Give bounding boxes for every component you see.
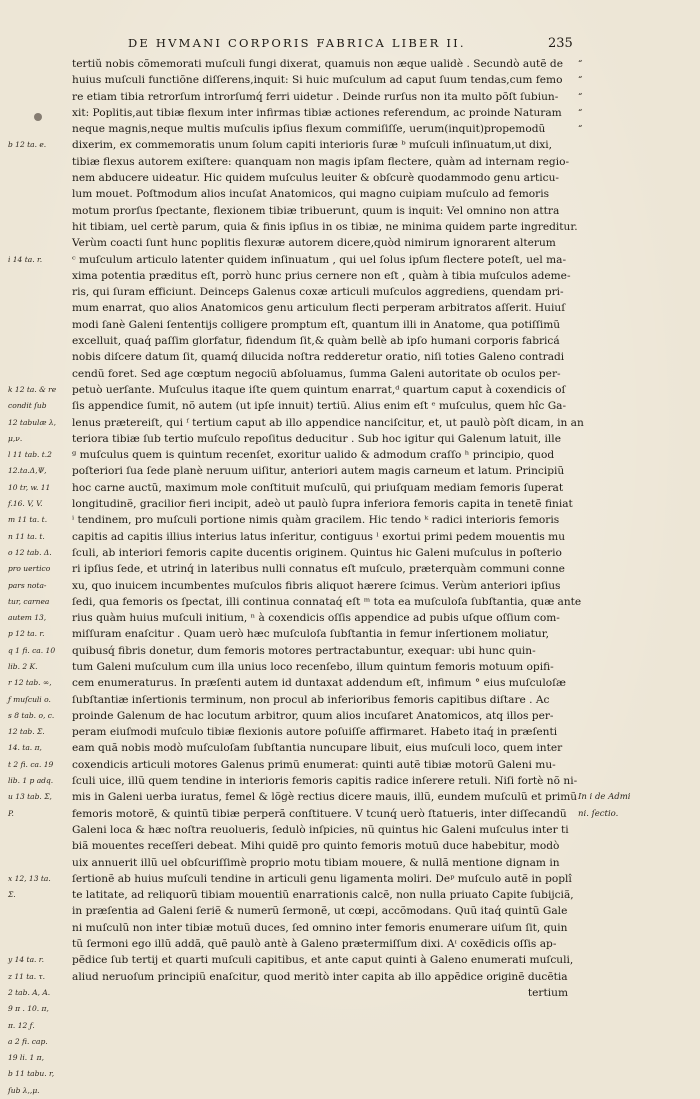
margin-note: P.	[8, 808, 14, 818]
margin-note	[578, 757, 688, 773]
margin-note	[578, 692, 688, 708]
margin-note	[8, 920, 70, 936]
text-line: excelluit, quaq́ paſſim glorfatur, fidendum ſit,& quàm bellè ab ipſo humani corporis fabricá	[72, 335, 560, 348]
margin-note	[578, 643, 688, 659]
text-line: Verùm coacti ſunt hunc poplitis flexuræ autorem dicere,quòd nimirum ignorarent alterum	[72, 237, 556, 250]
text-line: ri ipſius ſede, et utrinq́ in lateribus nulli connatus eſt muſculo, præterquàm communi conne	[72, 563, 565, 576]
text-line: miſſuram enaſcitur . Quam uerò hæc muſculoſa ſubſtantia in femur inſertionem moliatur,	[72, 628, 550, 641]
margin-note	[8, 838, 70, 854]
text-line: lum mouet. Poſtmodum alios incuſat Anatomicos, qui magno cuipiam muſculo ad femoris	[72, 188, 550, 201]
margin-note	[578, 382, 688, 398]
margin-note: z 11 ta. τ.	[8, 971, 46, 981]
text-line: coxendicis articuli motores Galenus primũ enumerat: quinti autẽ tibiæ motorũ Galeni mu-	[72, 758, 556, 771]
margin-note	[8, 186, 70, 202]
text-line: ᵍ muſculus quem is quintum recenſet, exoritur ualido & admodum craſſo ʰ principio, quod	[72, 449, 555, 462]
margin-note: condit ſub	[8, 401, 47, 411]
margin-note: 19 li. 1 π,	[8, 1053, 44, 1063]
text-line: ni muſculũ non inter tibiæ motuũ duces, ſed omnino inter femoris enumerare uiſum ſit, quin	[72, 921, 568, 934]
text-line: xima potentia præditus eſt, porrò hunc prius cernere non eſt , quàm à tibia muſculos ademe-	[72, 269, 571, 282]
text-line: ſculi, ab interiori femoris capite ducentis originem. Quintus hic Galeni muſculus in poſterio	[72, 546, 562, 559]
left-margin-notes	[8, 56, 70, 1095]
text-line: xit: Poplitis,aut tibiæ flexum inter infirmas tibiæ actiones referendum, ac proinde Naturam	[72, 106, 562, 119]
text-line: modi ſanè Galeni ſententijs colligere promptum eſt, quantum illi in Anatome, qua potiſſimũ	[72, 318, 561, 331]
margin-note	[578, 317, 688, 333]
margin-note: lib. 2 K.	[8, 661, 38, 671]
text-line: tum Galeni muſculum cum illa unius loco recenſebo, illum quintum femoris motuum opifi-	[72, 660, 554, 673]
text-line: eam quã nobis modò muſculoſam ſubſtantia nuncupare libuit, eius muſculi loco, quem inter	[72, 742, 563, 755]
text-line: nobis diſcere datum ſit, quamq́ dilucida noſtra redderetur oratio, niſi toties Galeno contradi	[72, 351, 565, 364]
text-line: ſertionẽ ab huius muſculi tendine in articuli genu ligamenta moliri. Deᵖ muſculo autẽ in poplî	[72, 872, 572, 885]
margin-note	[578, 349, 688, 365]
text-line: teriora tibiæ ſub tertio muſculo repoſitus deducitur . Sub hoc igitur qui Galenum latuit, ille	[72, 432, 561, 445]
margin-note: 14. ta. π,	[8, 743, 42, 753]
margin-note	[8, 300, 70, 316]
margin-note: f.16. V, V.	[8, 499, 43, 509]
margin-note	[578, 154, 688, 170]
margin-note	[578, 268, 688, 284]
margin-note	[578, 512, 688, 528]
margin-note	[8, 170, 70, 186]
margin-note	[8, 72, 70, 88]
text-line: ᶜ muſculum articulo latenter quidem inſinuatum , qui uel ſolus ipſum flectere poteſt, uel ma-	[72, 253, 567, 266]
margin-note: “	[578, 59, 583, 69]
text-line: ⁱ tendinem, pro muſculi portione nimis quàm gracilem. Hic tendo ᵏ radici interioris femoris	[72, 514, 560, 527]
text-line: poſteriori ſua ſede planè neruum uiſitur, anteriori autem magis carneum et latum. Principiũ	[72, 465, 565, 478]
text-line: motum prorſus ſpectante, flexionem tibiæ tribuerunt, quum is inquit: Vel omnino non attra	[72, 204, 560, 217]
margin-note	[578, 366, 688, 382]
margin-note	[578, 740, 688, 756]
margin-note	[8, 268, 70, 284]
margin-note	[578, 300, 688, 316]
margin-note: i 14 ta. r.	[8, 254, 43, 264]
margin-note	[8, 333, 70, 349]
margin-note: μ,ν.	[8, 433, 23, 443]
margin-note	[8, 154, 70, 170]
margin-note: m 11 ta. t.	[8, 515, 48, 525]
margin-note	[8, 219, 70, 235]
margin-note: y 14 ta. r.	[8, 955, 44, 965]
margin-note	[578, 398, 688, 414]
margin-note: π. 12 ƒ.	[8, 1020, 35, 1030]
text-line: mum enarrat, quo alios Anatomicos genu articulum flecti perperam arbitratos aſſerit. Huiuſ	[72, 302, 566, 315]
margin-note	[578, 496, 688, 512]
margin-note	[8, 822, 70, 838]
text-line: petuò uerſante. Muſculus itaque iſte quem quintum enarrat,ᵈ quartum caput à coxendicis oſ	[72, 383, 566, 396]
margin-note	[8, 56, 70, 72]
margin-note	[578, 170, 688, 186]
margin-note	[578, 463, 688, 479]
margin-note	[578, 186, 688, 202]
text-line: tũ ſermoni ego illũ addã, quẽ paulò antè à Galeno prætermiſſum dixi. Aᶦ coxẽdicis oſſis ap-	[72, 938, 557, 951]
margin-note	[578, 284, 688, 300]
margin-note	[8, 317, 70, 333]
margin-note	[578, 252, 688, 268]
text-line: quibusq́ fibris donetur, dum femoris motores pertractabuntur, exequar: ubi hunc quin-	[72, 644, 536, 657]
text-line: peram eiuſmodi muſculo tibiæ flexionis autore poſuiſſe affirmaret. Habeto itaq́ in præſenti	[72, 726, 558, 739]
margin-note	[578, 675, 688, 691]
margin-note: Σ.	[8, 890, 16, 900]
margin-note	[578, 610, 688, 626]
margin-note	[8, 105, 70, 121]
margin-note: t 2 fi. ca. 19	[8, 759, 54, 769]
margin-note: l 11 tab. t.2	[8, 450, 52, 460]
margin-note: 12 tabulæ λ,	[8, 417, 57, 427]
margin-note	[8, 121, 70, 137]
text-line: re etiam tibia retrorſum introrſumq́ ferri uidetur . Deinde rurſus non ita multo põſt ſubiun-	[72, 90, 559, 103]
margin-note: In i de Admi	[578, 792, 631, 803]
margin-note: a 2 fi. cap.	[8, 1036, 48, 1046]
margin-note: 2 tab. A, A.	[8, 987, 51, 997]
margin-note	[8, 203, 70, 219]
margin-note: q 1 fi. ca. 10	[8, 645, 56, 655]
text-line: tertiŭ nobis cõmemorati muſculi fungi dixerat, quamuis non æque ualidè . Secundò autẽ de	[72, 58, 563, 70]
text-line: pẽdice ſub tertij et quarti muſculi capitibus, et ante caput quinti à Galeno enumerati muſculi,	[72, 954, 574, 967]
text-line: ſedi, qua femoris os ſpectat, illi continua connataq́ eſt ᵐ tota ea muſculoſa ſubſtantia, quæ ante	[72, 595, 582, 608]
margin-note	[8, 936, 70, 952]
margin-note	[578, 137, 688, 153]
text-line: ſculi uice, illũ quem tendine in interioris femoris capitis radice inſerere retuli. Niſi fortè nõ ni-	[72, 775, 578, 788]
margin-note: “	[578, 124, 583, 135]
margin-note: o 12 tab. Δ.	[8, 547, 52, 557]
margin-note: “	[578, 75, 583, 86]
text-line: Galeni loca & hæc noſtra reuolueris, ſedulò inſpicies, nũ quintus hic Galeni muſculus inter ti	[72, 823, 569, 836]
text-line: tibiæ flexus autorem exiſtere: quanquam non magis ipſam flectere, quàm ad internam regio-	[72, 155, 570, 168]
margin-note: p 12 ta. r.	[8, 629, 45, 639]
text-line: longitudinẽ, gracilior fieri incipit, adeò ut paulò ſupra inferiora femoris capita in tenetẽ finiat	[72, 498, 573, 511]
margin-note: ni. ſectio.	[578, 808, 619, 819]
margin-note	[8, 903, 70, 919]
running-head: DE HVMANI CORPORIS FABRICA LIBER II.	[128, 36, 466, 50]
margin-note	[578, 626, 688, 642]
margin-note	[8, 366, 70, 382]
margin-note: r 12 tab. ∞,	[8, 678, 52, 688]
margin-note: 10 tr, w. 11	[8, 482, 51, 492]
margin-note	[578, 219, 688, 235]
margin-note: autem 13,	[8, 613, 47, 623]
margin-note	[578, 594, 688, 610]
margin-note: b 11 tabu. r,	[8, 1069, 55, 1079]
margin-note	[578, 415, 688, 431]
text-line: cendũ foret. Sed age cœptum negociũ abſoluamus, ſumma Galeni autoritate ob oculos per-	[72, 367, 561, 380]
text-line: hit tibiam, uel certè parum, quia & finis ipſius in os tibiæ, ne minima quidem parte ingreditur.	[72, 220, 578, 233]
margin-note	[8, 284, 70, 300]
margin-note	[578, 659, 688, 675]
text-line: mis in Galeni uerba iuratus, femel & lõgè rectius dicere mauis, illũ, eundem muſculũ et primũ	[72, 791, 578, 804]
margin-note: pro uertico	[8, 564, 51, 574]
text-line: nem abducere uideatur. Hic quidem muſculus leuiter & obſcurè quodammodo genu articu-	[72, 172, 560, 185]
text-line: femoris motorẽ, & quintũ tibiæ perperã conſtituere. V tcunq́ uerò ſtatueris, inter diſſecandũ	[72, 807, 567, 820]
margin-note	[578, 708, 688, 724]
catchword: tertium	[527, 986, 568, 999]
margin-note	[578, 203, 688, 219]
margin-note	[578, 529, 688, 545]
text-line: xu, quo inuicem incumbentes muſculos fibris aliquot hærere ſcimus. Verùm anteriori ipſius	[72, 579, 561, 592]
text-line: ſis appendice ſumit, nõ autem (ut ipſe innuit) tertiũ. Alius enim eſt ᵉ muſculus, quem hîc Ga-	[72, 400, 567, 413]
right-margin-notes	[578, 56, 688, 1056]
text-line: dixerim, ex commemoratis unum ſolum capiti interioris ſuræ ᵇ muſculi inſinuatum,ut dixi,	[72, 139, 552, 152]
margin-note	[8, 349, 70, 365]
margin-note: u 13 tab. Σ,	[8, 792, 52, 802]
margin-note	[578, 235, 688, 251]
margin-note: k 12 ta. & re	[8, 384, 57, 394]
margin-note: x 12, 13 ta.	[8, 873, 51, 883]
margin-note	[578, 561, 688, 577]
text-line: huius muſculi functiõne diſſerens,inquit: Si huic muſculum ad caput ſuum tendas,cum femo	[72, 74, 563, 87]
margin-note: b 12 ta. e.	[8, 140, 47, 150]
margin-note	[578, 545, 688, 561]
text-line: lenus prætereiſt, qui ᶠ tertium caput ab illo appendice nanciſcitur, et, ut paulò pòſt dicam, in an	[72, 416, 584, 429]
page-number: 235	[548, 36, 573, 51]
margin-note: s 8 tab. o, c.	[8, 710, 55, 720]
margin-note: “	[578, 91, 583, 102]
text-line: cem enumeraturus. In præſenti autem id duntaxat addendum eſt, infimum ° eius muſculoſæ	[72, 677, 566, 690]
margin-note: n 11 ta. t.	[8, 531, 45, 541]
margin-note	[8, 89, 70, 105]
margin-note: 12 tab. Σ.	[8, 727, 45, 737]
margin-note	[578, 447, 688, 463]
margin-note	[8, 855, 70, 871]
text-line: hoc carne auctũ, maximum mole conſtituit muſculũ, qui priuſquam mediam femoris ſuperat	[72, 481, 564, 494]
margin-note: 12.ta.Δ,Ψ,	[8, 466, 47, 476]
main-text-block	[72, 56, 584, 1056]
margin-note: tur, carnea	[8, 596, 50, 606]
text-line: te latitate, ad reliquorũ tibiam mouentiũ enarrationis calcẽ, non nulla priuato Capite ſubijciã,	[72, 889, 574, 902]
margin-note: 9 π . 10. π,	[8, 1004, 49, 1014]
margin-note	[578, 431, 688, 447]
text-line: biã mouentes receſſeri debeat. Mihi quidẽ pro quinto femoris motuũ duce habebitur, modò	[72, 840, 560, 853]
margin-note: pars nota-	[8, 580, 47, 590]
margin-note	[8, 235, 70, 251]
margin-note	[578, 333, 688, 349]
text-line: uix annuerit illũ uel obſcuriſſimè proprio motu tibiam mouere, & nullã mentione dignam in	[72, 856, 560, 869]
margin-note: lib. 1 p adq.	[8, 776, 54, 786]
text-line: in præſentia ad Galeni ſeriẽ & numerũ ſermonẽ, ut cœpi, accõmodans. Quũ itaq́ quintũ Gale	[72, 905, 568, 918]
text-line: aliud neruoſum principiũ enaſcitur, quod meritò inter capita ab illo appẽdice originẽ ducẽtia	[72, 970, 568, 983]
margin-note	[578, 724, 688, 740]
text-line: neque magnis,neque multis muſculis ipſius flexum commiſiſſe, uerum(inquit)propemodũ	[72, 123, 546, 136]
text-line: ſubſtantiæ inſertionis terminum, non procul ab inferioribus femoris capitibus diſtare . Ac	[72, 693, 550, 706]
margin-note: “	[578, 107, 583, 118]
text-line: rius quàm huius muſculi initium, ⁿ à coxendicis oſſis appendice ad pubis uſque oſſium com-	[72, 612, 560, 625]
text-line: capitis ad capitis illius interius latus inſeritur, contiguus ˡ exortui primi pedem mouentis mu	[72, 530, 566, 543]
text-line: ris, qui ſuram efficiunt. Deinceps Galenus coxæ articuli muſculos aggrediens, quendam pri-	[72, 286, 564, 299]
margin-note: ſub λ,,μ.	[8, 1085, 40, 1095]
text-line: proinde Galenum de hac locutum arbitror, quum alios incuſaret Anatomicos, atq illos per-	[72, 709, 554, 722]
margin-note	[578, 773, 688, 789]
margin-note	[578, 578, 688, 594]
margin-note	[578, 480, 688, 496]
margin-note: ƒ muſculi o.	[8, 694, 51, 704]
